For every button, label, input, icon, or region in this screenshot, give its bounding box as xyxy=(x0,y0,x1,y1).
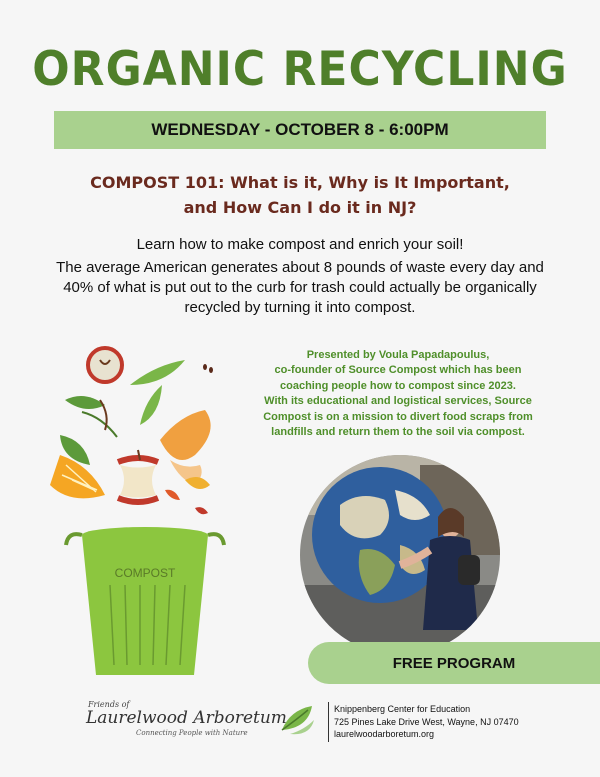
logo-name: Laurelwood Arboretum xyxy=(86,708,287,728)
presenter-line-3: coaching people how to compost since 2023. xyxy=(280,379,516,392)
bin-label: COMPOST xyxy=(114,566,176,580)
apple-core-icon xyxy=(118,450,158,502)
peel-icon xyxy=(160,410,211,485)
subtitle-line-2: and How Can I do it in NJ? xyxy=(183,198,417,217)
subtitle-line-1: COMPOST 101: What is it, Why is It Important, xyxy=(90,173,510,192)
leaf-icon xyxy=(280,700,320,740)
footer-divider xyxy=(328,702,329,742)
lead-text: Learn how to make compost and enrich your soil! xyxy=(136,236,464,253)
presenter-line-2: co-founder of Source Compost which has been xyxy=(274,364,522,377)
contact-website[interactable]: laurelwoodarboretum.org xyxy=(334,729,435,739)
logo-tagline: Connecting People with Nature xyxy=(136,729,248,737)
laurelwood-logo xyxy=(80,690,320,750)
contact-info xyxy=(334,703,519,741)
apple-slice-icon xyxy=(88,348,122,382)
presenter-line-5: Compost is on a mission to divert food scraps from xyxy=(263,410,533,423)
contact-address: 725 Pines Lake Drive West, Wayne, NJ 07470 xyxy=(334,716,519,727)
presenter-photo xyxy=(300,455,500,655)
contact-venue: Knippenberg Center for Education xyxy=(334,704,471,714)
free-program-banner: FREE PROGRAM xyxy=(308,642,600,684)
page-title: ORGANIC RECYCLING xyxy=(32,41,568,98)
date-banner: WEDNESDAY - OCTOBER 8 - 6:00PM xyxy=(54,111,546,149)
logo-friends-text: Friends of xyxy=(88,700,130,709)
orange-slice-icon xyxy=(50,455,105,498)
event-subtitle xyxy=(40,170,560,220)
compost-bin-icon xyxy=(66,527,224,675)
presenter-line-6: landfills and return them to the soil via compost. xyxy=(271,426,525,439)
compost-illustration xyxy=(0,330,250,690)
presenter-line-4: With its educational and logistical services, Source xyxy=(264,395,532,408)
body-paragraph: The average American generates about 8 pounds of waste every day and 40% of what is put out to the curb for trash could actually be organically recycled by turning it into compost. xyxy=(56,259,544,316)
presenter-line-1: Presented by Voula Papadapoulus, xyxy=(306,349,490,361)
presenter-bio xyxy=(248,348,548,440)
